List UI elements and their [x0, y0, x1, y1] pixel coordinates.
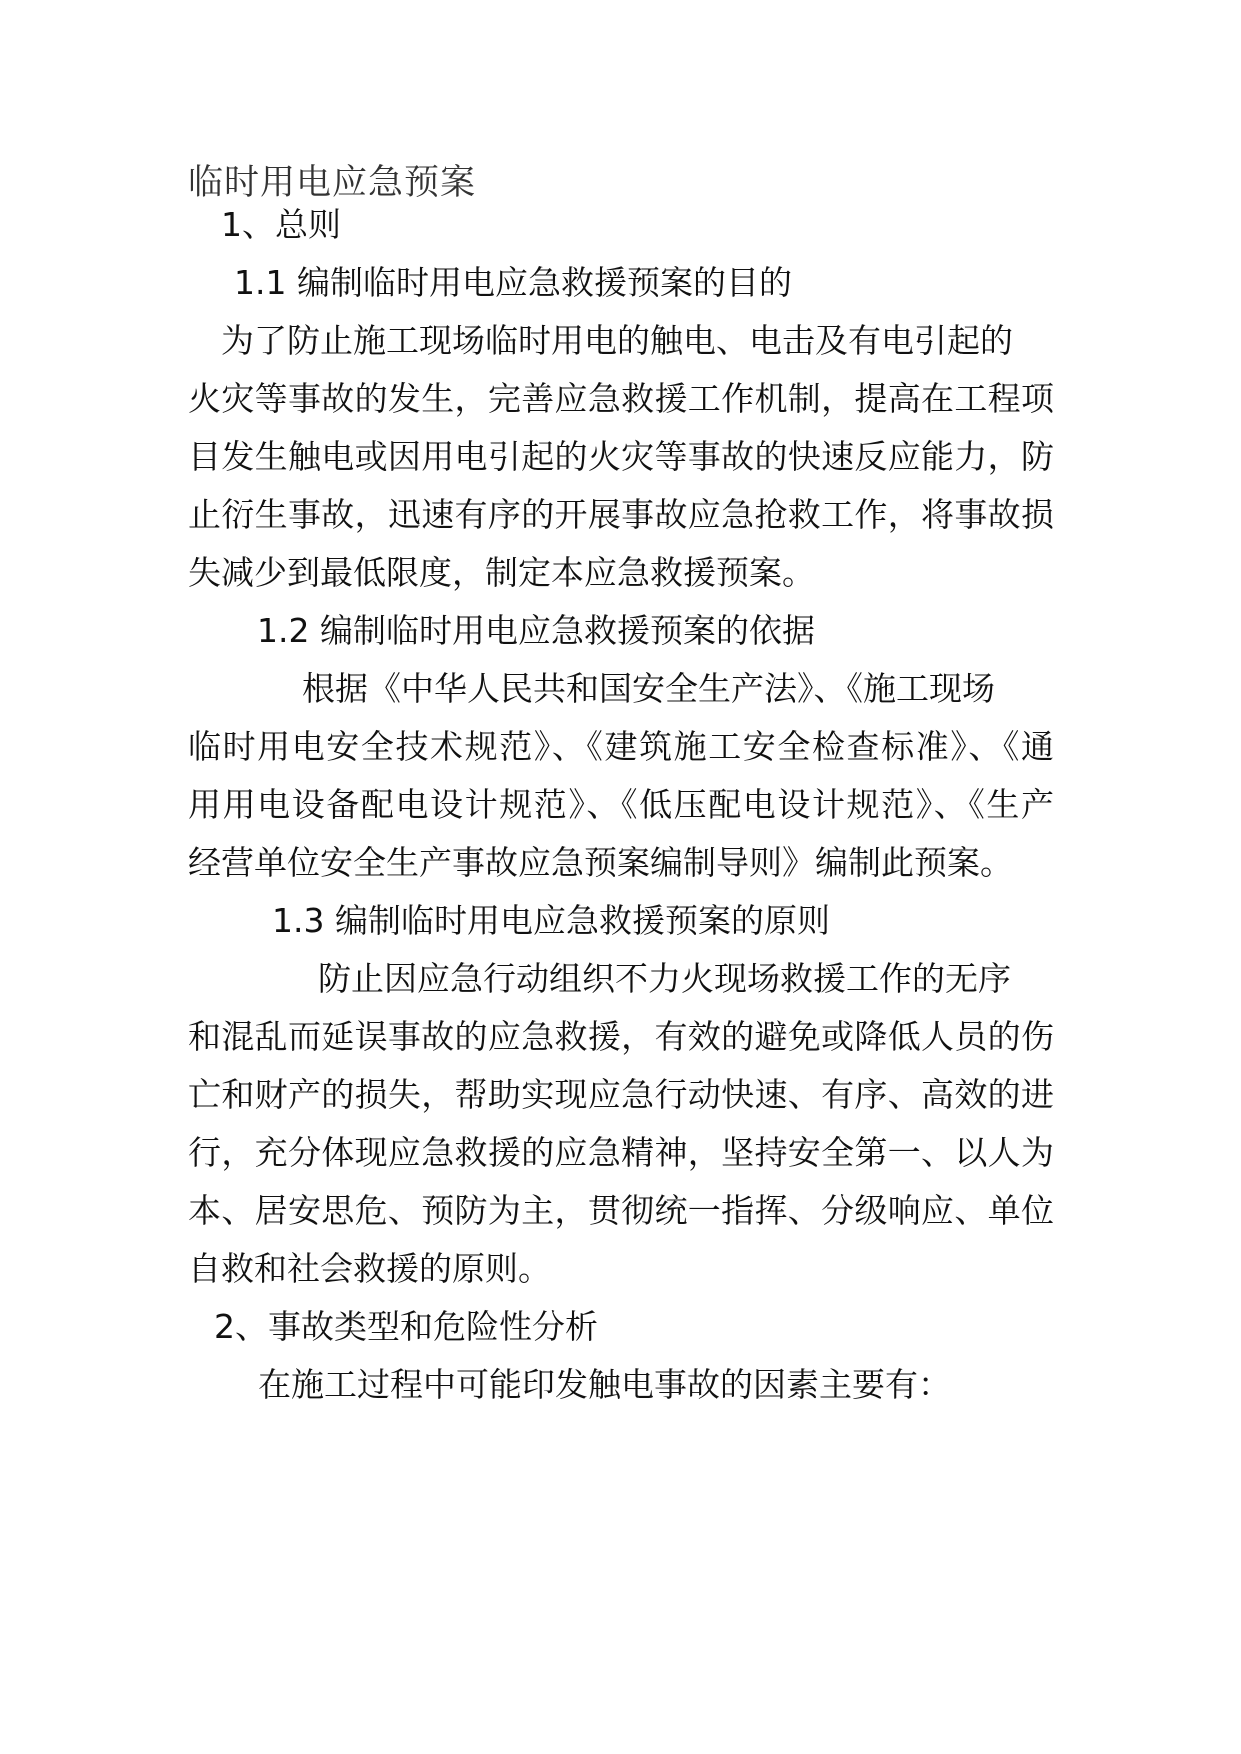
paragraph-1-3-line: 亡和财产的损失，帮助实现应急行动快速、有序、高效的进: [188, 1075, 1054, 1114]
paragraph-1-2-line: 经营单位安全生产事故应急预案编制导则》编制此预案。: [188, 843, 1013, 882]
paragraph-1-1-line: 为了防止施工现场临时用电的触电、电击及有电引起的: [221, 321, 1013, 360]
section-1-1-heading: 1.1 编制临时用电应急救援预案的目的: [234, 263, 792, 302]
paragraph-1-1-line: 失减少到最低限度，制定本应急救援预案。: [188, 553, 815, 592]
paragraph-1-3-line: 行，充分体现应急救援的应急精神，坚持安全第一、以人为: [188, 1133, 1054, 1172]
paragraph-1-1-line: 目发生触电或因用电引起的火灾等事故的快速反应能力，防: [188, 437, 1054, 476]
paragraph-1-3-line: 本、居安思危、预防为主，贯彻统一指挥、分级响应、单位: [188, 1191, 1054, 1230]
paragraph-1-2-line: 临时用电安全技术规范》、《建筑施工安全检查标准》、《通: [188, 727, 1054, 766]
document-title: 临时用电应急预案: [188, 163, 477, 203]
section-2-heading: 2、事故类型和危险性分析: [214, 1307, 598, 1346]
section-1-2-heading: 1.2 编制临时用电应急救援预案的依据: [257, 611, 815, 650]
paragraph-1-3-line: 防止因应急行动组织不力火现场救援工作的无序: [318, 959, 1011, 998]
paragraph-1-2-line: 根据《中华人民共和国安全生产法》、《施工现场: [302, 669, 995, 708]
section-1-heading: 1、总则: [221, 205, 341, 244]
section-1-3-heading: 1.3 编制临时用电应急救援预案的原则: [272, 901, 830, 940]
paragraph-1-3-line: 自救和社会救援的原则。: [188, 1249, 551, 1288]
paragraph-1-3-line: 和混乱而延误事故的应急救援，有效的避免或降低人员的伤: [188, 1017, 1054, 1056]
section-2-intro: 在施工过程中可能印发触电事故的因素主要有：: [258, 1365, 951, 1404]
paragraph-1-2-line: 用用电设备配电设计规范》、《低压配电设计规范》、《生产: [188, 785, 1054, 824]
paragraph-1-1-line: 火灾等事故的发生，完善应急救援工作机制，提高在工程项: [188, 379, 1054, 418]
paragraph-1-1-line: 止衍生事故，迅速有序的开展事故应急抢救工作，将事故损: [188, 495, 1054, 534]
